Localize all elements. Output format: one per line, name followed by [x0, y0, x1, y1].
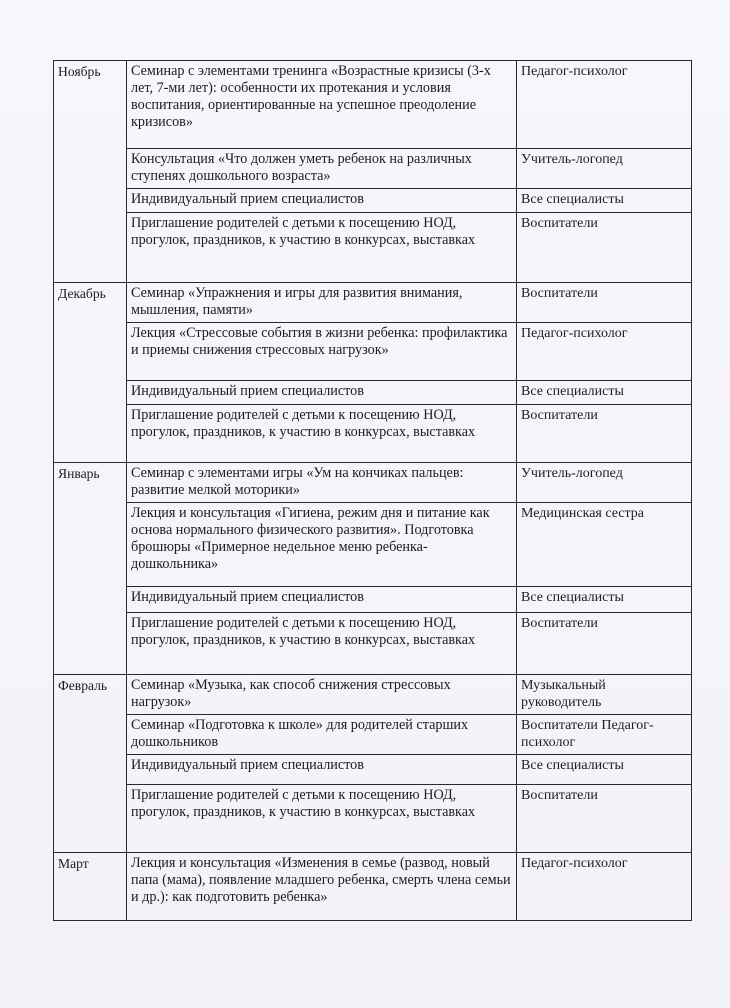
- event-cell: Семинар с элементами тренинга «Возрастные кризисы (3-х лет, 7-ми лет): особенности их протекания и условия воспитания, ориентированные на успешное преодоление кризисов»: [127, 61, 517, 149]
- responsible-cell: Воспитатели: [517, 613, 692, 675]
- table-row: [54, 213, 692, 283]
- event-cell: Лекция «Стрессовые события в жизни ребенка: профилактика и приемы снижения стрессовых нагрузок»: [127, 323, 517, 381]
- responsible-cell: Педагог-психолог: [517, 323, 692, 381]
- event-cell: Приглашение родителей с детьми к посещению НОД, прогулок, праздников, к участию в конкурсах, выставках: [127, 405, 517, 463]
- responsible-cell: Воспитатели: [517, 213, 692, 283]
- responsible-cell: Все специалисты: [517, 755, 692, 785]
- responsible-cell: Все специалисты: [517, 381, 692, 405]
- table-row: [54, 189, 692, 213]
- responsible-cell: Педагог-психолог: [517, 853, 692, 921]
- event-cell: Индивидуальный прием специалистов: [127, 189, 517, 213]
- event-cell: Индивидуальный прием специалистов: [127, 587, 517, 613]
- responsible-cell: Воспитатели: [517, 785, 692, 853]
- event-cell: Семинар «Музыка, как способ снижения стрессовых нагрузок»: [127, 675, 517, 715]
- table-row: [54, 853, 692, 921]
- responsible-cell: Музыкальный руководитель: [517, 675, 692, 715]
- responsible-cell: Воспитатели: [517, 405, 692, 463]
- month-cell: Декабрь: [54, 283, 127, 463]
- month-cell: Январь: [54, 463, 127, 675]
- month-cell: Март: [54, 853, 127, 921]
- event-cell: Семинар с элементами игры «Ум на кончиках пальцев: развитие мелкой моторики»: [127, 463, 517, 503]
- event-cell: Приглашение родителей с детьми к посещению НОД, прогулок, праздников, к участию в конкурсах, выставках: [127, 613, 517, 675]
- event-cell: Семинар «Подготовка к школе» для родителей старших дошкольников: [127, 715, 517, 755]
- table-row: [54, 323, 692, 381]
- table-row: [54, 785, 692, 853]
- responsible-cell: Медицинская сестра: [517, 503, 692, 587]
- table-row: [54, 405, 692, 463]
- responsible-cell: Учитель-логопед: [517, 463, 692, 503]
- events-table: [53, 60, 692, 921]
- responsible-cell: Педагог-психолог: [517, 61, 692, 149]
- event-cell: Консультация «Что должен уметь ребенок на различных ступенях дошкольного возраста»: [127, 149, 517, 189]
- month-cell: Февраль: [54, 675, 127, 853]
- table-row: [54, 61, 692, 149]
- event-cell: Приглашение родителей с детьми к посещению НОД, прогулок, праздников, к участию в конкурсах, выставках: [127, 785, 517, 853]
- responsible-cell: Все специалисты: [517, 189, 692, 213]
- table-row: [54, 587, 692, 613]
- table-row: [54, 675, 692, 715]
- event-cell: Лекция и консультация «Гигиена, режим дня и питание как основа нормального физического развития». Подготовка брошюры «Примерное недельное меню ребенка-дошкольника»: [127, 503, 517, 587]
- table-row: [54, 755, 692, 785]
- table-row: [54, 381, 692, 405]
- table-row: [54, 503, 692, 587]
- event-cell: Индивидуальный прием специалистов: [127, 381, 517, 405]
- event-cell: Семинар «Упражнения и игры для развития внимания, мышления, памяти»: [127, 283, 517, 323]
- event-cell: Приглашение родителей с детьми к посещению НОД, прогулок, праздников, к участию в конкурсах, выставках: [127, 213, 517, 283]
- table-row: [54, 715, 692, 755]
- month-cell: Ноябрь: [54, 61, 127, 283]
- event-cell: Лекция и консультация «Изменения в семье (развод, новый папа (мама), появление младшего ребенка, смерть члена семьи и др.): как подготовить ребенка»: [127, 853, 517, 921]
- responsible-cell: Все специалисты: [517, 587, 692, 613]
- table-row: [54, 149, 692, 189]
- responsible-cell: Учитель-логопед: [517, 149, 692, 189]
- responsible-cell: Воспитатели Педагог-психолог: [517, 715, 692, 755]
- table-row: [54, 463, 692, 503]
- table-row: [54, 283, 692, 323]
- table-row: [54, 613, 692, 675]
- responsible-cell: Воспитатели: [517, 283, 692, 323]
- event-cell: Индивидуальный прием специалистов: [127, 755, 517, 785]
